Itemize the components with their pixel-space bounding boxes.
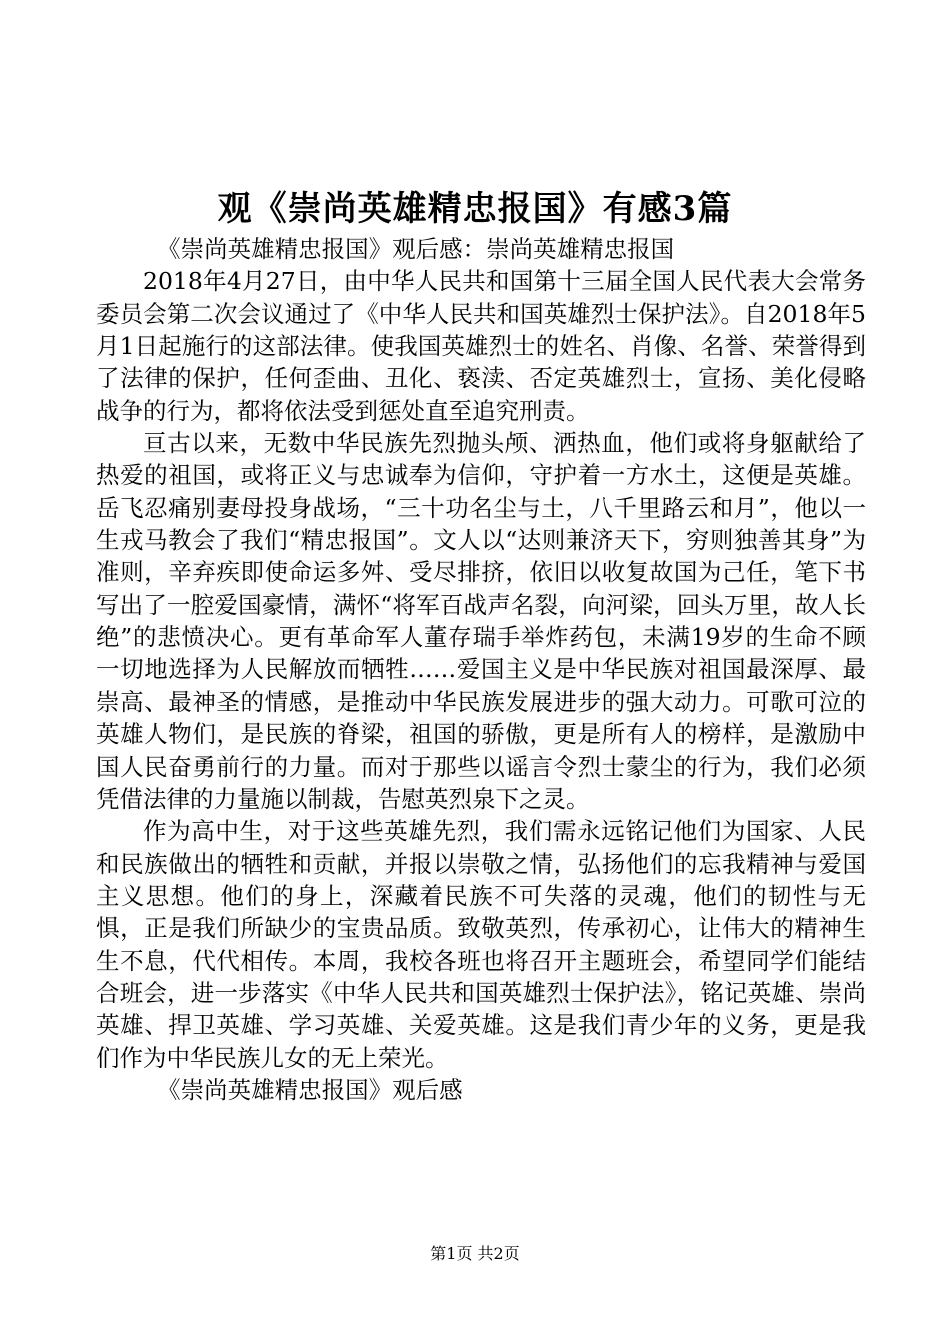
- section-heading-1: 《崇尚英雄精忠报国》观后感：崇尚英雄精忠报国: [157, 235, 675, 263]
- paragraph-2: 亘古以来，无数中华民族先烈抛头颅、洒热血，他们或将身躯献给了热爱的祖国，或将正义与忠诚奉为信仰，守护着一方水土，这便是英雄。岳飞忍痛别妻母投身战场，“三十功名尘与土，八千里路云和月”，他以一生戎马教会了我们“精忠报国”。文人以“达则兼济天下，穷则独善其身”为准则，辛弃疾即使命运多舛、受尽排挤，依旧以收复故国为己任，笔下书写出了一腔爱国豪情，满怀“将军百战声名裂，向河梁，回头万里，故人长绝”的悲愤决心。更有革命军人董存瑞手举炸药包，未满19岁的生命不顾一切地选择为人民解放而牺牲……爱国主义是中华民族对祖国最深厚、最崇高、最神圣的情感，是推动中华民族发展进步的强大动力。可歌可泣的英雄人物们，是民族的脊梁，祖国的骄傲，更是所有人的榜样，是激励中国人民奋勇前行的力量。而对于那些以谣言令烈士蒙尘的行为，我们必须凭借法律的力量施以制裁，告慰英烈泉下之灵。: [96, 429, 866, 813]
- paragraph-1: 2018年4月27日，由中华人民共和国第十三届全国人民代表大会常务委员会第二次会议通过了《中华人民共和国英雄烈士保护法》。自2018年5月1日起施行的这部法律。使我国英雄烈士的姓名、肖像、名誉、荣誉得到了法律的保护，任何歪曲、丑化、亵渎、否定英雄烈士，宣扬、美化侵略战争的行为，都将依法受到惩处直至追究刑责。: [96, 267, 866, 425]
- page-number: 第1页 共2页: [430, 1244, 520, 1263]
- document-title: 观《崇尚英雄精忠报国》有感3篇: [217, 189, 733, 229]
- paragraph-3: 作为高中生，对于这些英雄先烈，我们需永远铭记他们为国家、人民和民族做出的牺牲和贡献，并报以崇敬之情，弘扬他们的忘我精神与爱国主义思想。他们的身上，深藏着民族不可失落的灵魂，他们的韧性与无惧，正是我们所缺少的宝贵品质。致敬英烈，传承初心，让伟大的精神生生不息，代代相传。本周，我校各班也将召开主题班会，希望同学们能结合班会，进一步落实《中华人民共和国英雄烈士保护法》，铭记英雄、崇尚英雄、捍卫英雄、学习英雄、关爱英雄。这是我们青少年的义务，更是我们作为中华民族儿女的无上荣光。: [96, 817, 866, 1072]
- document-body: [96, 233, 866, 1106]
- section-heading-2: 《崇尚英雄精忠报国》观后感: [157, 1075, 463, 1104]
